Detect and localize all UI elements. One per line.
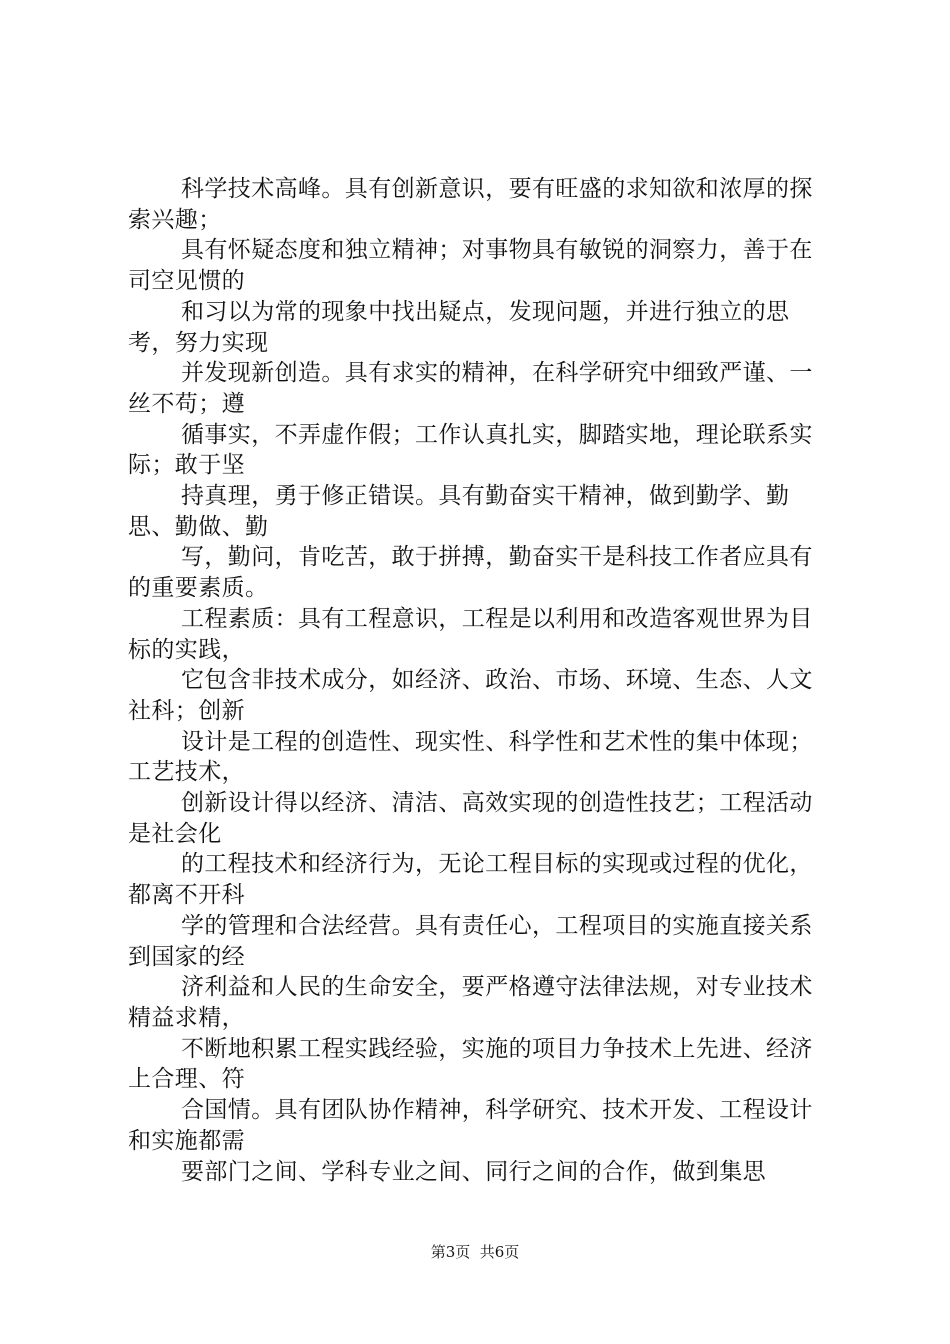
text-line: 学的管理和合法经营。具有责任心，工程项目的实施直接关系到国家的经 [128, 912, 813, 970]
text-line: 写，勤问，肯吃苦，敢于拼搏，勤奋实干是科技工作者应具有的重要素质。 [128, 544, 813, 602]
page-footer [0, 1241, 950, 1262]
text-line: 它包含非技术成分，如经济、政治、市场、环境、生态、人文社科；创新 [128, 667, 813, 724]
text-line: 持真理，勇于修正错误。具有勤奋实干精神，做到勤学、勤思、勤做、勤 [128, 483, 790, 540]
text-line: 和习以为常的现象中找出疑点，发现问题，并进行独立的思考，努力实现 [128, 298, 790, 356]
document-body [128, 174, 828, 1187]
text-line: 不断地积累工程实践经验，实施的项目力争技术上先进、经济上合理、符 [128, 1035, 813, 1093]
text-line: 要部门之间、学科专业之间、同行之间的合作，做到集思 [181, 1158, 766, 1185]
text-line: 创新设计得以经济、清洁、高效实现的创造性技艺；工程活动是社会化 [128, 790, 813, 847]
page-number: 第3页 共6页 [430, 1243, 520, 1261]
text-line: 的工程技术和经济行为，无论工程目标的实现或过程的优化，都离不开科 [128, 851, 813, 909]
text-line: 工程素质：具有工程意识，工程是以利用和改造客观世界为目标的实践， [128, 605, 813, 663]
text-line: 具有怀疑态度和独立精神；对事物具有敏锐的洞察力，善于在司空见惯的 [128, 237, 813, 295]
text-line: 济利益和人民的生命安全，要严格遵守法律法规，对专业技术精益求精， [128, 974, 813, 1031]
text-line: 合国情。具有团队协作精神，科学研究、技术开发、工程设计和实施都需 [128, 1097, 813, 1154]
text-line: 循事实，不弄虚作假；工作认真扎实，脚踏实地，理论联系实际；敢于坚 [128, 421, 813, 479]
text-line: 并发现新创造。具有求实的精神，在科学研究中细致严谨、一丝不苟；遵 [128, 360, 813, 417]
text-line: 科学技术高峰。具有创新意识，要有旺盛的求知欲和浓厚的探索兴趣； [128, 176, 813, 233]
text-line: 设计是工程的创造性、现实性、科学性和艺术性的集中体现；工艺技术， [128, 728, 813, 786]
